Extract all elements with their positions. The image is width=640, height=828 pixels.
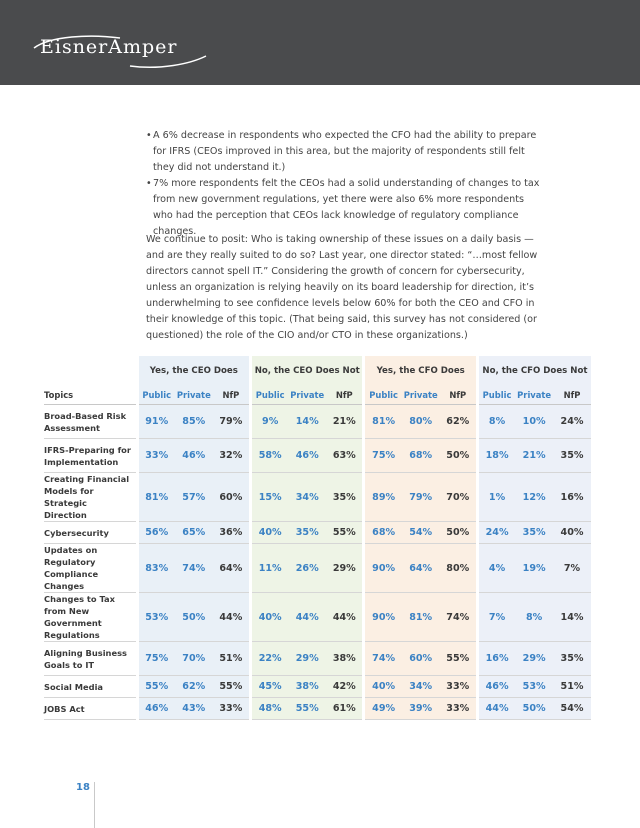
value-cell-public: 16% (477, 642, 515, 676)
value-cell-private: 54% (402, 522, 440, 544)
value-cell-nfp: 40% (553, 522, 591, 544)
value-cell-public: 40% (251, 522, 289, 544)
value-cell-private: 50% (515, 698, 553, 720)
group-header: No, the CEO Does Not (251, 356, 364, 386)
value-cell-private: 29% (288, 642, 326, 676)
empty-header-cell (44, 356, 137, 386)
value-cell-public: 4% (477, 544, 515, 593)
value-cell-public: 7% (477, 593, 515, 642)
value-cell-nfp: 21% (326, 405, 364, 439)
value-cell-nfp: 55% (440, 642, 478, 676)
table-body (44, 405, 591, 720)
value-cell-private: 81% (402, 593, 440, 642)
column-header-private: Private (175, 386, 213, 405)
topic-cell: Creating Financial Models for Strategic Direction (44, 473, 137, 522)
value-cell-private: 85% (175, 405, 213, 439)
topics-header: Topics (44, 386, 137, 405)
value-cell-public: 89% (364, 473, 402, 522)
value-cell-private: 26% (288, 544, 326, 593)
value-cell-private: 64% (402, 544, 440, 593)
value-cell-public: 22% (251, 642, 289, 676)
body-paragraph: We continue to posit: Who is taking ownership of these issues on a daily basis — and are they really suited to do so? Last year, one director stated: “…most fellow directors cannot spell IT.” Considering the growth of concern for cybersecurity, unless an organization is relying heavily on its board leadership for direction, it’s underwhelming to see confidence levels below 60% for both the CEO and CFO in their knowledge of this topic. (That being said, this survey has not considered (or questioned) the role of the CIO and/or CTO in these organizations.) (146, 234, 538, 341)
value-cell-nfp: 35% (326, 473, 364, 522)
value-cell-nfp: 50% (440, 522, 478, 544)
table-row (44, 676, 591, 698)
page-number-divider (94, 782, 95, 828)
value-cell-private: 57% (175, 473, 213, 522)
topic-cell: Broad-Based Risk Assessment (44, 405, 137, 439)
value-cell-public: 40% (364, 676, 402, 698)
value-cell-nfp: 50% (440, 439, 478, 473)
value-cell-public: 81% (137, 473, 175, 522)
value-cell-public: 24% (477, 522, 515, 544)
value-cell-nfp: 74% (440, 593, 478, 642)
value-cell-public: 68% (364, 522, 402, 544)
value-cell-public: 53% (137, 593, 175, 642)
value-cell-private: 80% (402, 405, 440, 439)
value-cell-nfp: 54% (553, 698, 591, 720)
value-cell-nfp: 35% (553, 439, 591, 473)
value-cell-nfp: 51% (553, 676, 591, 698)
value-cell-private: 38% (288, 676, 326, 698)
table-row (44, 405, 591, 439)
topic-cell: Aligning Business Goals to IT (44, 642, 137, 676)
value-cell-private: 34% (402, 676, 440, 698)
value-cell-private: 21% (515, 439, 553, 473)
value-cell-private: 65% (175, 522, 213, 544)
value-cell-public: 8% (477, 405, 515, 439)
topic-cell: Cybersecurity (44, 522, 137, 544)
column-header-nfp: NfP (553, 386, 591, 405)
value-cell-private: 8% (515, 593, 553, 642)
value-cell-nfp: 33% (213, 698, 251, 720)
topic-cell: JOBS Act (44, 698, 137, 720)
value-cell-private: 62% (175, 676, 213, 698)
value-cell-private: 50% (175, 593, 213, 642)
value-cell-nfp: 32% (213, 439, 251, 473)
value-cell-nfp: 64% (213, 544, 251, 593)
table-row (44, 642, 591, 676)
value-cell-public: 46% (137, 698, 175, 720)
value-cell-public: 75% (137, 642, 175, 676)
value-cell-nfp: 44% (326, 593, 364, 642)
value-cell-private: 29% (515, 642, 553, 676)
value-cell-private: 34% (288, 473, 326, 522)
table-row (44, 544, 591, 593)
value-cell-nfp: 61% (326, 698, 364, 720)
page-number: 18 (76, 782, 90, 793)
table-row (44, 593, 591, 642)
value-cell-public: 40% (251, 593, 289, 642)
value-cell-private: 35% (515, 522, 553, 544)
value-cell-private: 14% (288, 405, 326, 439)
value-cell-private: 39% (402, 698, 440, 720)
group-header: No, the CFO Does Not (477, 356, 591, 386)
column-header-private: Private (288, 386, 326, 405)
value-cell-private: 44% (288, 593, 326, 642)
group-header-row (44, 356, 591, 386)
value-cell-public: 1% (477, 473, 515, 522)
bullet-item: • A 6% decrease in respondents who expected the CFO had the ability to prepare for IFRS (CEOs improved in this area, but the majority of respondents still felt they did not understand it.) (146, 128, 542, 176)
value-cell-private: 43% (175, 698, 213, 720)
topic-cell: Updates on Regulatory Compliance Changes (44, 544, 137, 593)
value-cell-nfp: 80% (440, 544, 478, 593)
value-cell-private: 19% (515, 544, 553, 593)
value-cell-nfp: 51% (213, 642, 251, 676)
column-header-private: Private (515, 386, 553, 405)
value-cell-private: 60% (402, 642, 440, 676)
value-cell-public: 18% (477, 439, 515, 473)
value-cell-nfp: 33% (440, 676, 478, 698)
value-cell-nfp: 24% (553, 405, 591, 439)
value-cell-private: 55% (288, 698, 326, 720)
column-header-nfp: NfP (440, 386, 478, 405)
value-cell-nfp: 70% (440, 473, 478, 522)
value-cell-public: 58% (251, 439, 289, 473)
page-header-band (0, 0, 640, 85)
column-header-nfp: NfP (213, 386, 251, 405)
column-header-row (44, 386, 591, 405)
value-cell-private: 10% (515, 405, 553, 439)
value-cell-nfp: 16% (553, 473, 591, 522)
value-cell-nfp: 35% (553, 642, 591, 676)
table-row (44, 698, 591, 720)
value-cell-public: 46% (477, 676, 515, 698)
value-cell-private: 35% (288, 522, 326, 544)
table-row (44, 439, 591, 473)
value-cell-nfp: 44% (213, 593, 251, 642)
table-row (44, 473, 591, 522)
value-cell-nfp: 14% (553, 593, 591, 642)
value-cell-private: 74% (175, 544, 213, 593)
value-cell-public: 74% (364, 642, 402, 676)
value-cell-public: 44% (477, 698, 515, 720)
value-cell-nfp: 42% (326, 676, 364, 698)
value-cell-private: 70% (175, 642, 213, 676)
value-cell-public: 90% (364, 593, 402, 642)
column-header-nfp: NfP (326, 386, 364, 405)
value-cell-public: 11% (251, 544, 289, 593)
topic-cell: IFRS-Preparing for Implementation (44, 439, 137, 473)
column-header-public: Public (364, 386, 402, 405)
survey-table (44, 356, 591, 720)
bullet-item: • 7% more respondents felt the CEOs had a solid understanding of changes to tax from new government regulations, yet there were also 6% more respondents who had the perception that CEOs lack knowledge of regulatory compliance changes. (146, 176, 542, 240)
value-cell-nfp: 62% (440, 405, 478, 439)
column-header-private: Private (402, 386, 440, 405)
company-logo: EisnerAmper (40, 36, 178, 58)
value-cell-nfp: 55% (326, 522, 364, 544)
value-cell-public: 55% (137, 676, 175, 698)
value-cell-public: 81% (364, 405, 402, 439)
table-row (44, 522, 591, 544)
value-cell-nfp: 38% (326, 642, 364, 676)
value-cell-public: 9% (251, 405, 289, 439)
value-cell-nfp: 55% (213, 676, 251, 698)
value-cell-public: 75% (364, 439, 402, 473)
value-cell-public: 45% (251, 676, 289, 698)
group-header: Yes, the CEO Does (137, 356, 250, 386)
value-cell-private: 68% (402, 439, 440, 473)
value-cell-private: 46% (175, 439, 213, 473)
value-cell-public: 49% (364, 698, 402, 720)
value-cell-nfp: 33% (440, 698, 478, 720)
value-cell-public: 48% (251, 698, 289, 720)
value-cell-nfp: 7% (553, 544, 591, 593)
topic-cell: Social Media (44, 676, 137, 698)
value-cell-private: 79% (402, 473, 440, 522)
value-cell-nfp: 29% (326, 544, 364, 593)
column-header-public: Public (477, 386, 515, 405)
value-cell-public: 91% (137, 405, 175, 439)
column-header-public: Public (251, 386, 289, 405)
value-cell-nfp: 60% (213, 473, 251, 522)
value-cell-private: 12% (515, 473, 553, 522)
value-cell-public: 90% (364, 544, 402, 593)
topic-cell: Changes to Tax from New Government Regulations (44, 593, 137, 642)
value-cell-nfp: 36% (213, 522, 251, 544)
group-header: Yes, the CFO Does (364, 356, 477, 386)
bullet-list (146, 128, 542, 240)
column-header-public: Public (137, 386, 175, 405)
value-cell-nfp: 79% (213, 405, 251, 439)
value-cell-private: 46% (288, 439, 326, 473)
value-cell-public: 33% (137, 439, 175, 473)
value-cell-nfp: 63% (326, 439, 364, 473)
value-cell-public: 83% (137, 544, 175, 593)
value-cell-public: 56% (137, 522, 175, 544)
value-cell-private: 53% (515, 676, 553, 698)
value-cell-public: 15% (251, 473, 289, 522)
